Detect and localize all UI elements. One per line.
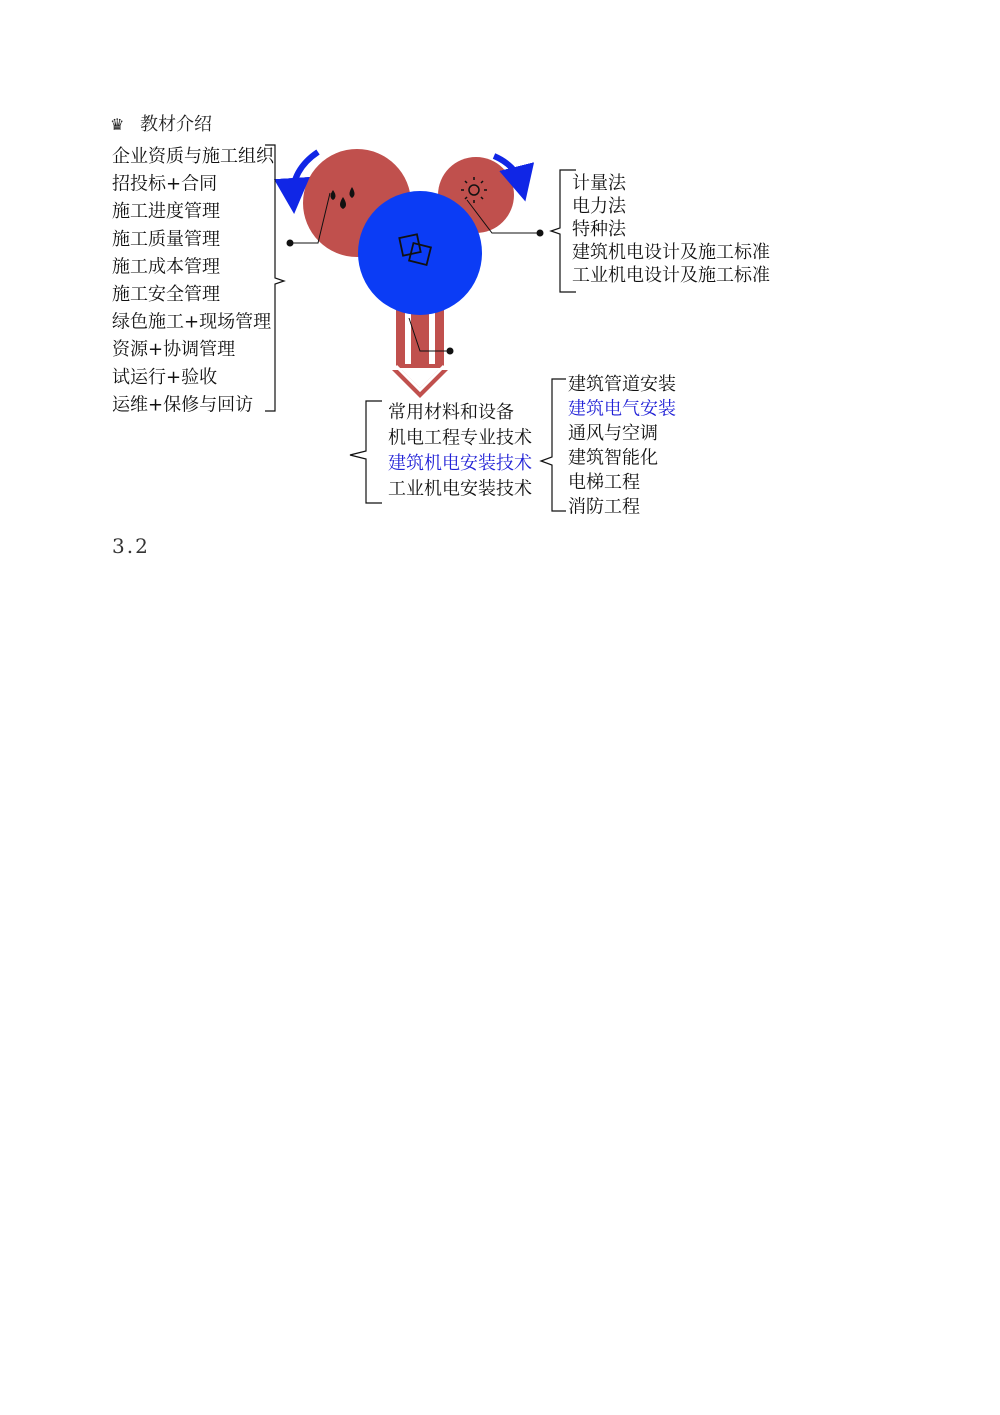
- left-list-item: 运维+保修与回访: [112, 394, 254, 416]
- left-list-item: 绿色施工+现场管理: [112, 311, 272, 333]
- left-list-item: 施工质量管理: [112, 228, 220, 250]
- sub-list: [568, 374, 676, 518]
- right-connector-dot: [537, 230, 544, 237]
- bottom-list-item: 工业机电安装技术: [388, 478, 532, 500]
- left-list-item: 施工进度管理: [112, 201, 220, 223]
- sub-list-item: 建筑智能化: [568, 447, 658, 469]
- left-connector-dot: [287, 240, 294, 247]
- sub-bracket: [541, 379, 566, 511]
- left-list-item: 试运行+验收: [112, 366, 218, 388]
- sub-list-item: 建筑管道安装: [568, 374, 676, 395]
- bottom-list-item: 机电工程专业技术: [388, 427, 532, 449]
- bottom-list-item: 建筑机电安装技术: [388, 453, 532, 474]
- textbook-diagram: [0, 0, 1000, 530]
- center-blue-circle: [358, 191, 482, 315]
- left-list-item: 招投标+合同: [112, 173, 218, 195]
- crown-icon: ♛: [110, 115, 125, 134]
- right-list-item: 建筑机电设计及施工标准: [572, 242, 770, 263]
- left-list-item: 企业资质与施工组织: [112, 146, 274, 167]
- left-list-item: 资源+协调管理: [112, 339, 236, 361]
- heading-title: 教材介绍: [140, 114, 212, 135]
- bottom-bracket: [350, 401, 382, 503]
- sub-list-item: 电梯工程: [568, 472, 640, 493]
- left-list-item: 施工成本管理: [112, 256, 220, 278]
- right-list-item: 特种法: [572, 219, 626, 240]
- sub-list-item: 消防工程: [568, 496, 640, 518]
- right-list-item: 电力法: [572, 196, 626, 217]
- right-list-item: 计量法: [572, 173, 626, 194]
- right-list: [572, 173, 770, 286]
- left-list: [112, 146, 275, 415]
- sub-list-item: 建筑电气安装: [568, 398, 676, 420]
- right-list-item: 工业机电设计及施工标准: [572, 265, 770, 286]
- sub-list-item: 通风与空调: [568, 423, 658, 444]
- left-list-item: 施工安全管理: [112, 284, 220, 305]
- bottom-list-item: 常用材料和设备: [388, 402, 514, 423]
- section-number: 3.2: [112, 534, 150, 558]
- pencil-connector-dot: [447, 348, 454, 355]
- left-bracket: [265, 145, 284, 411]
- bottom-list: [388, 402, 532, 500]
